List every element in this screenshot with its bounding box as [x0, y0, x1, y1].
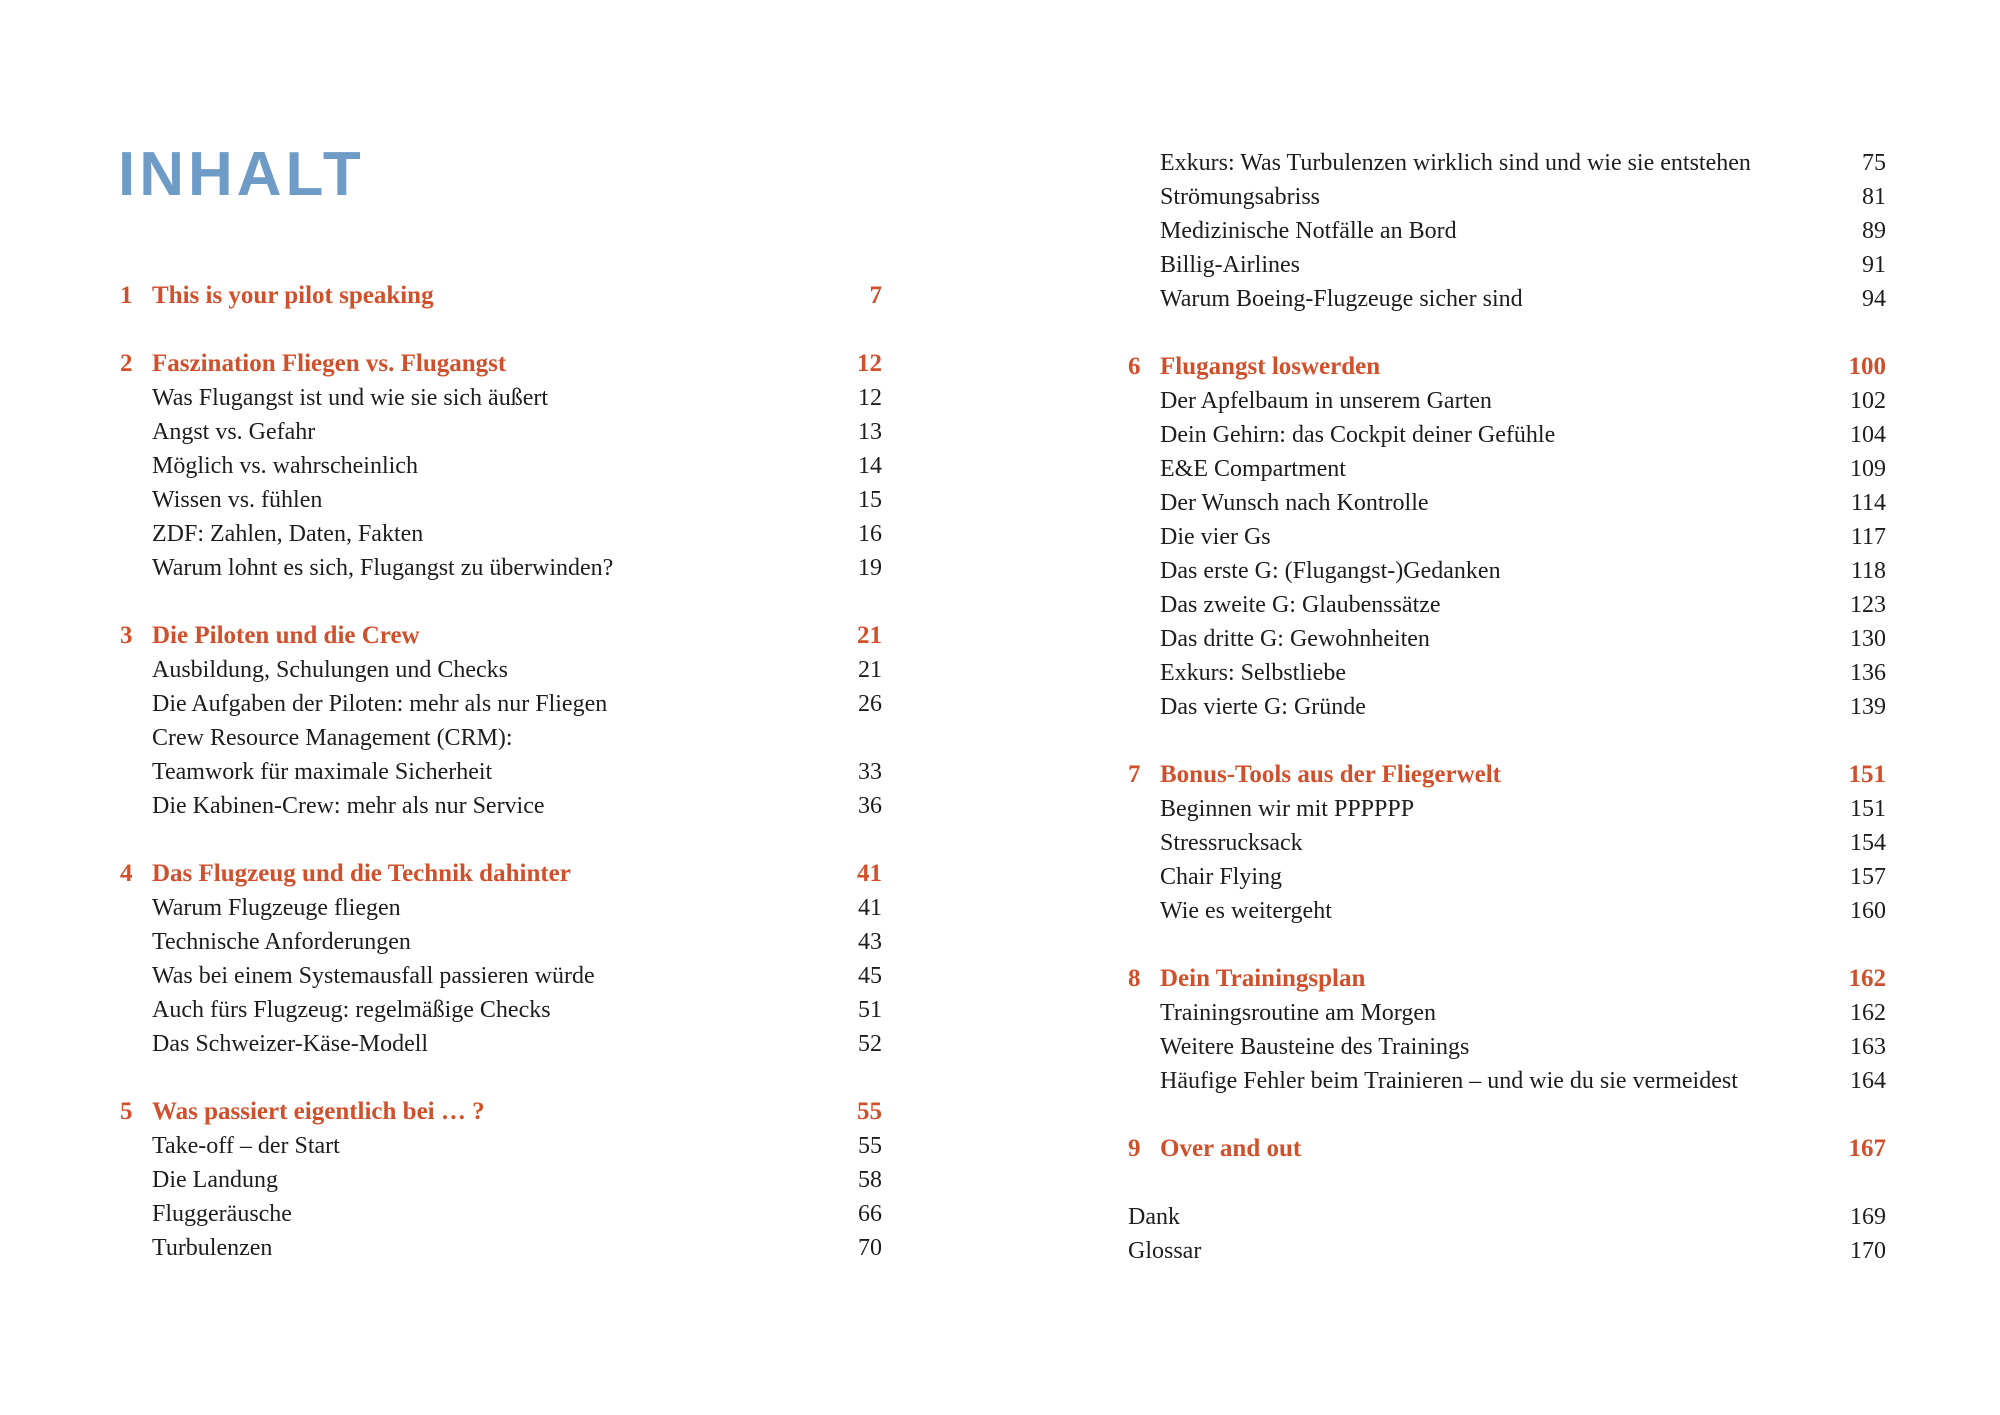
page-number: 21	[858, 657, 882, 683]
chapter-number: 8	[1128, 965, 1141, 992]
page-number: 12	[857, 350, 882, 377]
toc-item-row	[1128, 1234, 1886, 1268]
toc-item-row	[120, 415, 882, 449]
item-label: Trainingsroutine am Morgen	[1160, 1000, 1436, 1026]
item-label: Das vierte G: Gründe	[1160, 694, 1366, 720]
chapter-title: Bonus-Tools aus der Fliegerwelt	[1160, 761, 1501, 788]
item-label: Auch fürs Flugzeug: regelmäßige Checks	[152, 997, 551, 1023]
page-number: 33	[858, 759, 882, 785]
item-label: Glossar	[1128, 1238, 1202, 1264]
toc-item-row	[1128, 792, 1886, 826]
page-number: 66	[858, 1201, 882, 1227]
chapter-2-block	[120, 347, 882, 585]
item-label: E&E Compartment	[1160, 456, 1346, 482]
item-label: Dein Gehirn: das Cockpit deiner Gefühle	[1160, 422, 1556, 448]
chapter-title: This is your pilot speaking	[152, 282, 434, 309]
chapter-1-block	[120, 279, 882, 313]
item-label: Warum Boeing-Flugzeuge sicher sind	[1160, 286, 1523, 312]
item-label: Die Landung	[152, 1167, 278, 1193]
page-number: 94	[1862, 286, 1886, 312]
chapter-row	[120, 857, 882, 891]
continuation-block	[1128, 146, 1886, 316]
page-number: 14	[858, 453, 882, 479]
chapter-number: 7	[1128, 761, 1141, 788]
item-label: Turbulenzen	[152, 1235, 273, 1261]
item-label: Dank	[1128, 1204, 1180, 1230]
page-number: 52	[858, 1031, 882, 1057]
item-label: Billig-Airlines	[1160, 252, 1300, 278]
page-number: 118	[1850, 558, 1886, 584]
chapter-number: 1	[120, 282, 133, 309]
toc-item-row	[1128, 1064, 1886, 1098]
page-title: INHALT	[118, 140, 365, 209]
page-number: 162	[1850, 1000, 1886, 1026]
item-label: Das dritte G: Gewohnheiten	[1160, 626, 1430, 652]
page-number: 169	[1850, 1204, 1886, 1230]
chapter-5-block	[120, 1095, 882, 1265]
page-number: 170	[1850, 1238, 1886, 1264]
item-label: Exkurs: Selbstliebe	[1160, 660, 1346, 686]
chapter-title: Faszination Fliegen vs. Flugangst	[152, 350, 507, 377]
page-number: 139	[1850, 694, 1886, 720]
item-label: Stressrucksack	[1160, 830, 1303, 856]
item-label: Das erste G: (Flugangst-)Gedanken	[1160, 558, 1501, 584]
page-number: 55	[857, 1098, 882, 1125]
item-label: Was bei einem Systemausfall passieren würde	[152, 963, 595, 989]
chapter-number: 3	[120, 622, 133, 649]
item-label: Möglich vs. wahrscheinlich	[152, 453, 418, 479]
chapter-row	[120, 1095, 882, 1129]
toc-item-row	[1128, 214, 1886, 248]
chapter-row	[120, 347, 882, 381]
item-label: Medizinische Notfälle an Bord	[1160, 218, 1457, 244]
page-number: 51	[858, 997, 882, 1023]
page-number: 163	[1850, 1034, 1886, 1060]
toc-item-row	[1128, 486, 1886, 520]
chapter-title: Die Piloten und die Crew	[152, 622, 420, 649]
chapter-number: 5	[120, 1098, 133, 1125]
toc-item-row	[1128, 180, 1886, 214]
toc-item-row	[1128, 860, 1886, 894]
toc-item-row	[1128, 996, 1886, 1030]
page-number: 13	[858, 419, 882, 445]
toc-item-row	[120, 381, 882, 415]
chapter-9-block	[1128, 1132, 1886, 1166]
item-label: Exkurs: Was Turbulenzen wirklich sind und wie sie entstehen	[1160, 150, 1751, 176]
item-label: Technische Anforderungen	[152, 929, 411, 955]
toc-item-row	[1128, 248, 1886, 282]
item-label: Fluggeräusche	[152, 1201, 292, 1227]
item-label: Warum Flugzeuge fliegen	[152, 895, 401, 921]
page-number: 136	[1850, 660, 1886, 686]
item-label: Crew Resource Management (CRM):	[152, 725, 513, 751]
page-number: 41	[857, 860, 882, 887]
toc-item-row	[1128, 418, 1886, 452]
toc-item-row	[1128, 384, 1886, 418]
toc-item-row	[120, 551, 882, 585]
page-number: 81	[1862, 184, 1886, 210]
toc-item-row	[120, 517, 882, 551]
item-label: Teamwork für maximale Sicherheit	[152, 759, 493, 785]
chapter-row	[1128, 350, 1886, 384]
chapter-row	[1128, 758, 1886, 792]
page-number: 102	[1850, 388, 1886, 414]
toc-item-row	[1128, 452, 1886, 486]
chapter-number: 4	[120, 860, 133, 887]
item-label: Das Schweizer-Käse-Modell	[152, 1031, 429, 1057]
item-label: Wie es weitergeht	[1160, 898, 1332, 924]
page-number: 100	[1848, 353, 1886, 380]
page-number: 160	[1850, 898, 1886, 924]
page-number: 151	[1850, 796, 1886, 822]
page-number: 21	[857, 622, 882, 649]
toc-item-row	[120, 993, 882, 1027]
toc-item-row	[1128, 656, 1886, 690]
item-label: ZDF: Zahlen, Daten, Fakten	[152, 521, 424, 547]
page-number: 154	[1850, 830, 1886, 856]
item-label: Wissen vs. fühlen	[152, 487, 323, 513]
chapter-title: Das Flugzeug und die Technik dahinter	[152, 860, 571, 887]
item-label: Take-off – der Start	[152, 1133, 340, 1159]
page-number: 164	[1850, 1068, 1886, 1094]
toc-item-row	[120, 449, 882, 483]
toc-item-row	[120, 755, 882, 789]
toc-item-row	[120, 483, 882, 517]
page-number: 7	[869, 282, 882, 309]
toc-item-row	[1128, 826, 1886, 860]
page-number: 109	[1850, 456, 1886, 482]
item-label: Die Aufgaben der Piloten: mehr als nur Fliegen	[152, 691, 608, 717]
page-number: 167	[1848, 1135, 1886, 1162]
page-number: 12	[858, 385, 882, 411]
page-number: 19	[858, 555, 882, 581]
page-number: 104	[1850, 422, 1886, 448]
toc-item-row	[1128, 520, 1886, 554]
page-number: 15	[858, 487, 882, 513]
chapter-7-block	[1128, 758, 1886, 928]
chapter-number: 9	[1128, 1135, 1141, 1162]
page-number: 114	[1850, 490, 1886, 516]
page-number: 45	[858, 963, 882, 989]
chapter-row	[120, 279, 882, 313]
item-label: Strömungsabriss	[1160, 184, 1321, 210]
page-number: 151	[1848, 761, 1886, 788]
page-number: 58	[858, 1167, 882, 1193]
toc-item-row	[120, 1231, 882, 1265]
item-label: Beginnen wir mit PPPPPP	[1160, 796, 1415, 822]
item-label: Der Wunsch nach Kontrolle	[1160, 490, 1429, 516]
toc-item-row	[1128, 690, 1886, 724]
chapter-title: Was passiert eigentlich bei … ?	[152, 1098, 485, 1125]
toc-item-row	[1128, 588, 1886, 622]
item-label: Die vier Gs	[1160, 524, 1271, 550]
toc-item-row	[120, 1163, 882, 1197]
toc-column-left	[120, 279, 882, 1265]
toc-item-row	[1128, 554, 1886, 588]
chapter-row	[1128, 1132, 1886, 1166]
chapter-number: 6	[1128, 353, 1141, 380]
page-number: 36	[858, 793, 882, 819]
item-label: Das zweite G: Glaubenssätze	[1160, 592, 1441, 618]
toc-item-row	[120, 925, 882, 959]
item-label: Chair Flying	[1160, 864, 1283, 890]
toc-item-row	[120, 653, 882, 687]
chapter-row	[120, 619, 882, 653]
page-number: 70	[858, 1235, 882, 1261]
toc-item-row	[1128, 1030, 1886, 1064]
item-label: Weitere Bausteine des Trainings	[1160, 1034, 1470, 1060]
toc-item-row	[120, 1027, 882, 1061]
toc-item-row	[120, 721, 882, 755]
toc-item-row	[1128, 146, 1886, 180]
page-number: 91	[1862, 252, 1886, 278]
chapter-title: Over and out	[1160, 1135, 1302, 1162]
chapter-number: 2	[120, 350, 133, 377]
toc-item-row	[120, 1129, 882, 1163]
chapter-6-block	[1128, 350, 1886, 724]
page-number: 55	[858, 1133, 882, 1159]
page-number: 75	[1862, 150, 1886, 176]
toc-item-row	[1128, 894, 1886, 928]
page-number: 16	[858, 521, 882, 547]
item-label: Die Kabinen-Crew: mehr als nur Service	[152, 793, 545, 819]
chapter-4-block	[120, 857, 882, 1061]
chapter-title: Dein Trainingsplan	[1160, 965, 1366, 992]
item-label: Warum lohnt es sich, Flugangst zu überwinden?	[152, 555, 614, 581]
page-number: 162	[1848, 965, 1886, 992]
page-number: 26	[858, 691, 882, 717]
toc-item-row	[1128, 282, 1886, 316]
item-label: Häufige Fehler beim Trainieren – und wie du sie vermeidest	[1160, 1068, 1738, 1094]
toc-column-right	[1128, 146, 1886, 1268]
backmatter-block	[1128, 1200, 1886, 1268]
page-number: 89	[1862, 218, 1886, 244]
toc-item-row	[120, 789, 882, 823]
toc-item-row	[120, 959, 882, 993]
item-label: Was Flugangst ist und wie sie sich äußert	[152, 385, 549, 411]
item-label: Der Apfelbaum in unserem Garten	[1160, 388, 1492, 414]
chapter-title: Flugangst loswerden	[1160, 353, 1381, 380]
toc-item-row	[1128, 622, 1886, 656]
toc-item-row	[120, 891, 882, 925]
toc-item-row	[120, 687, 882, 721]
toc-item-row	[1128, 1200, 1886, 1234]
item-label: Ausbildung, Schulungen und Checks	[152, 657, 508, 683]
toc-item-row	[120, 1197, 882, 1231]
item-label: Angst vs. Gefahr	[152, 419, 316, 445]
page-number: 117	[1850, 524, 1886, 550]
chapter-3-block	[120, 619, 882, 823]
page-number: 43	[858, 929, 882, 955]
chapter-8-block	[1128, 962, 1886, 1098]
chapter-row	[1128, 962, 1886, 996]
page-number: 130	[1850, 626, 1886, 652]
page-number: 123	[1850, 592, 1886, 618]
page-number: 157	[1850, 864, 1886, 890]
page-number: 41	[858, 895, 882, 921]
